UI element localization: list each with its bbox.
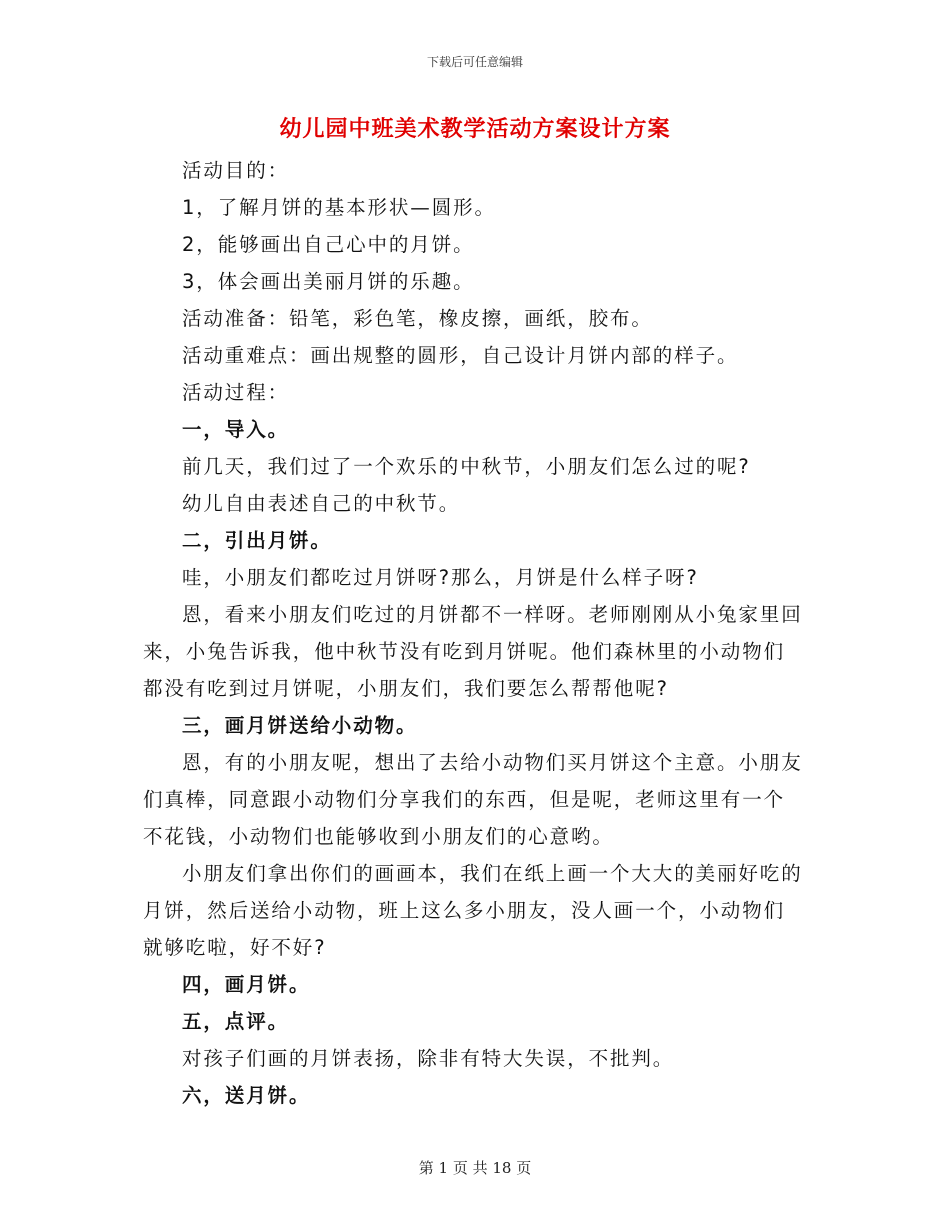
paragraph: 前几天，我们过了一个欢乐的中秋节，小朋友们怎么过的呢? [182,455,751,478]
paragraph: 活动重难点：画出规整的圆形，自己设计月饼内部的样子。 [182,344,739,367]
paragraph: 对孩子们画的月饼表扬，除非有特大失误，不批判。 [182,1047,675,1070]
paragraph: 3，体会画出美丽月饼的乐趣。 [182,270,475,293]
header-note: 下载后可任意编辑 [426,55,523,69]
paragraph: 活动过程： [182,381,290,404]
section-heading: 四，画月饼。 [182,973,311,996]
paragraph: 活动准备：铅笔，彩色笔，橡皮擦，画纸，胶布。 [182,307,653,330]
paragraph: 活动目的： [182,159,290,182]
paragraph: 幼儿自由表述自己的中秋节。 [182,492,461,515]
paragraph: 恩，看来小朋友们吃过的月饼都不一样呀。老师刚刚从小兔家里回来，小兔告诉我，他中秋节没有吃到月饼呢。他们森林里的小动物们都没有吃到过月饼呢，小朋友们，我们要怎么帮帮他呢? [143,603,803,700]
section-heading: 一，导入。 [182,418,290,441]
document-body [143,152,803,1114]
section-heading: 三，画月饼送给小动物。 [182,714,418,737]
paragraph: 2，能够画出自己心中的月饼。 [182,233,475,256]
paragraph: 哇，小朋友们都吃过月饼呀?那么，月饼是什么样子呀? [182,566,699,589]
document-title: 幼儿园中班美术教学活动方案设计方案 [279,117,671,142]
paragraph: 小朋友们拿出你们的画画本，我们在纸上画一个大大的美丽好吃的月饼，然后送给小动物，班上这么多小朋友，没人画一个，小动物们就够吃啦，好不好? [143,862,803,959]
page-number-footer: 第 1 页 共 18 页 [418,1159,532,1177]
section-heading: 六，送月饼。 [182,1084,311,1107]
paragraph: 1，了解月饼的基本形状—圆形。 [182,196,496,219]
section-heading: 五，点评。 [182,1010,290,1033]
section-heading: 二，引出月饼。 [182,529,332,552]
paragraph: 恩，有的小朋友呢，想出了去给小动物们买月饼这个主意。小朋友们真棒，同意跟小动物们分享我们的东西，但是呢，老师这里有一个不花钱，小动物们也能够收到小朋友们的心意哟。 [143,751,803,848]
